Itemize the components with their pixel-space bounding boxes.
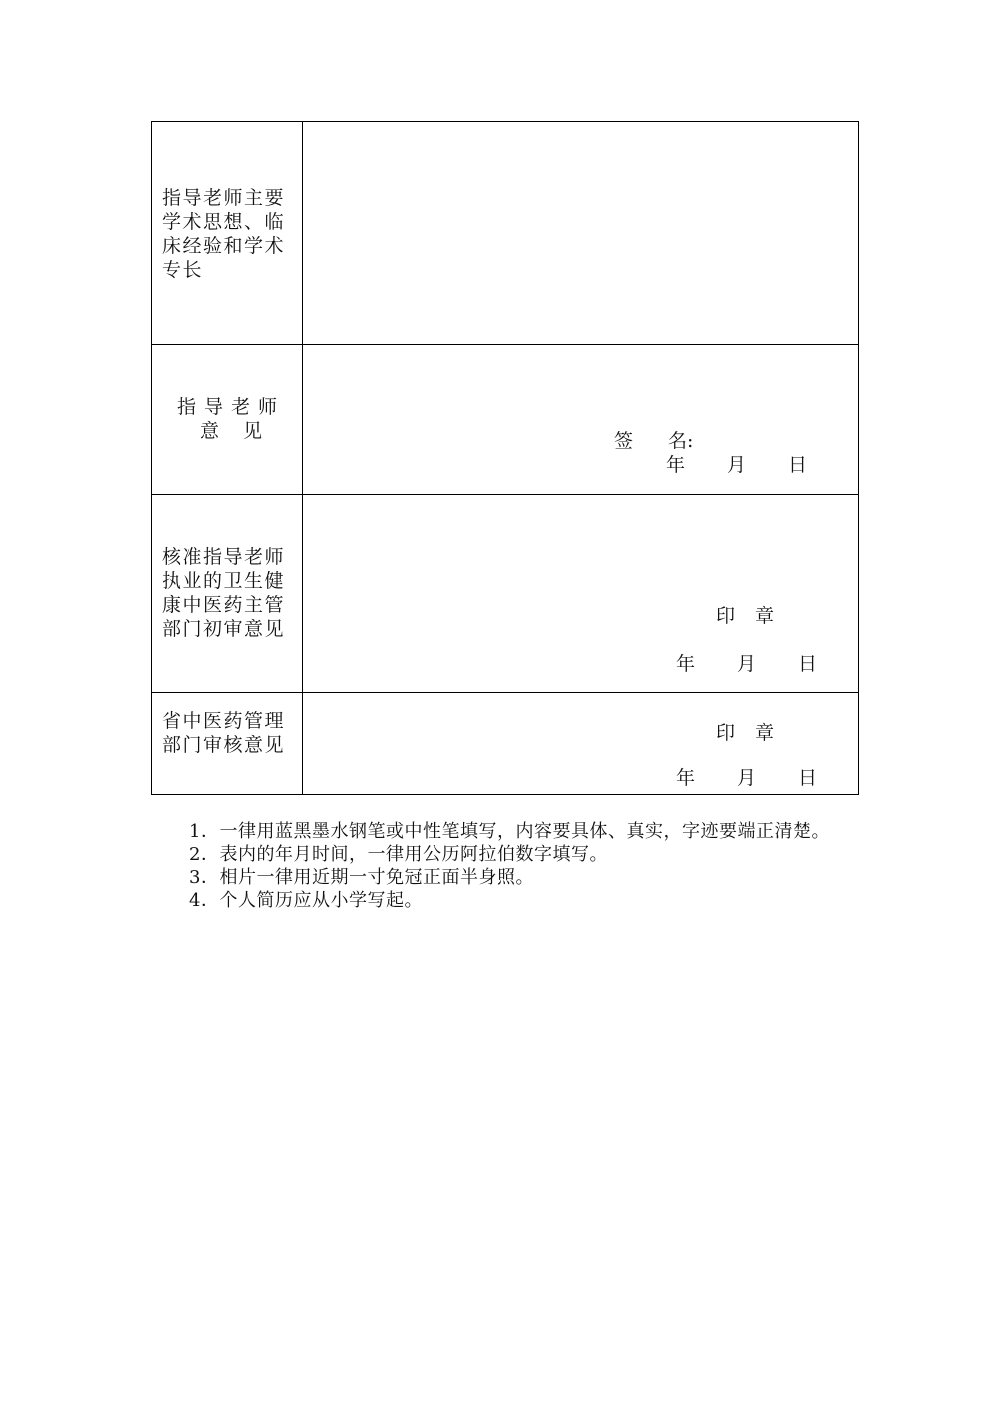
instruction-item: 3．相片一律用近期一寸免冠正面半身照。 [189, 867, 534, 888]
label-cell [152, 345, 303, 494]
signature-label-name: 名: [668, 430, 694, 452]
form-instructions [151, 820, 863, 912]
date-day-label: 日 [798, 767, 818, 789]
instruction-item: 2．表内的年月时间，一律用公历阿拉伯数字填写。 [189, 844, 608, 865]
date-month-label: 月 [727, 454, 747, 476]
preliminary-review-field[interactable] [303, 495, 858, 692]
date-day-label: 日 [788, 454, 808, 476]
seal-label: 印章 [716, 605, 795, 627]
date-day-label: 日 [798, 653, 818, 675]
row-label-supervisor-opinion [162, 395, 300, 443]
date-year-label: 年 [676, 767, 696, 789]
instruction-item: 4．个人简历应从小学写起。 [189, 890, 423, 911]
date-year-label: 年 [676, 653, 696, 675]
row-preliminary-review [152, 495, 858, 693]
row-supervisor-opinion [152, 345, 858, 495]
academic-expertise-field[interactable] [303, 122, 858, 344]
label-cell [152, 693, 303, 795]
row-academic-expertise [152, 122, 858, 345]
label-line-2: 意见 [199, 420, 286, 442]
supervisor-opinion-field[interactable] [303, 345, 858, 494]
instruction-item: 1．一律用蓝黑墨水钢笔或中性笔填写，内容要具体、真实，字迹要端正清楚。 [189, 821, 830, 842]
signature-label-sign: 签 [614, 430, 634, 452]
label-line-1: 指导老师 [176, 396, 285, 418]
label-cell [152, 122, 303, 344]
date-month-label: 月 [737, 653, 757, 675]
date-month-label: 月 [737, 767, 757, 789]
approval-form-table [151, 121, 859, 795]
provincial-review-field[interactable] [303, 693, 858, 795]
row-label-preliminary-review: 核准指导老师执业的卫生健康中医药主管部门初审意见 [162, 546, 286, 640]
date-year-label: 年 [666, 454, 686, 476]
row-label-academic-expertise: 指导老师主要学术思想、临床经验和学术专长 [162, 187, 286, 281]
seal-label: 印章 [716, 722, 795, 744]
row-label-provincial-review: 省中医药管理部门审核意见 [162, 710, 286, 756]
label-cell [152, 495, 303, 692]
row-provincial-review [152, 693, 858, 795]
